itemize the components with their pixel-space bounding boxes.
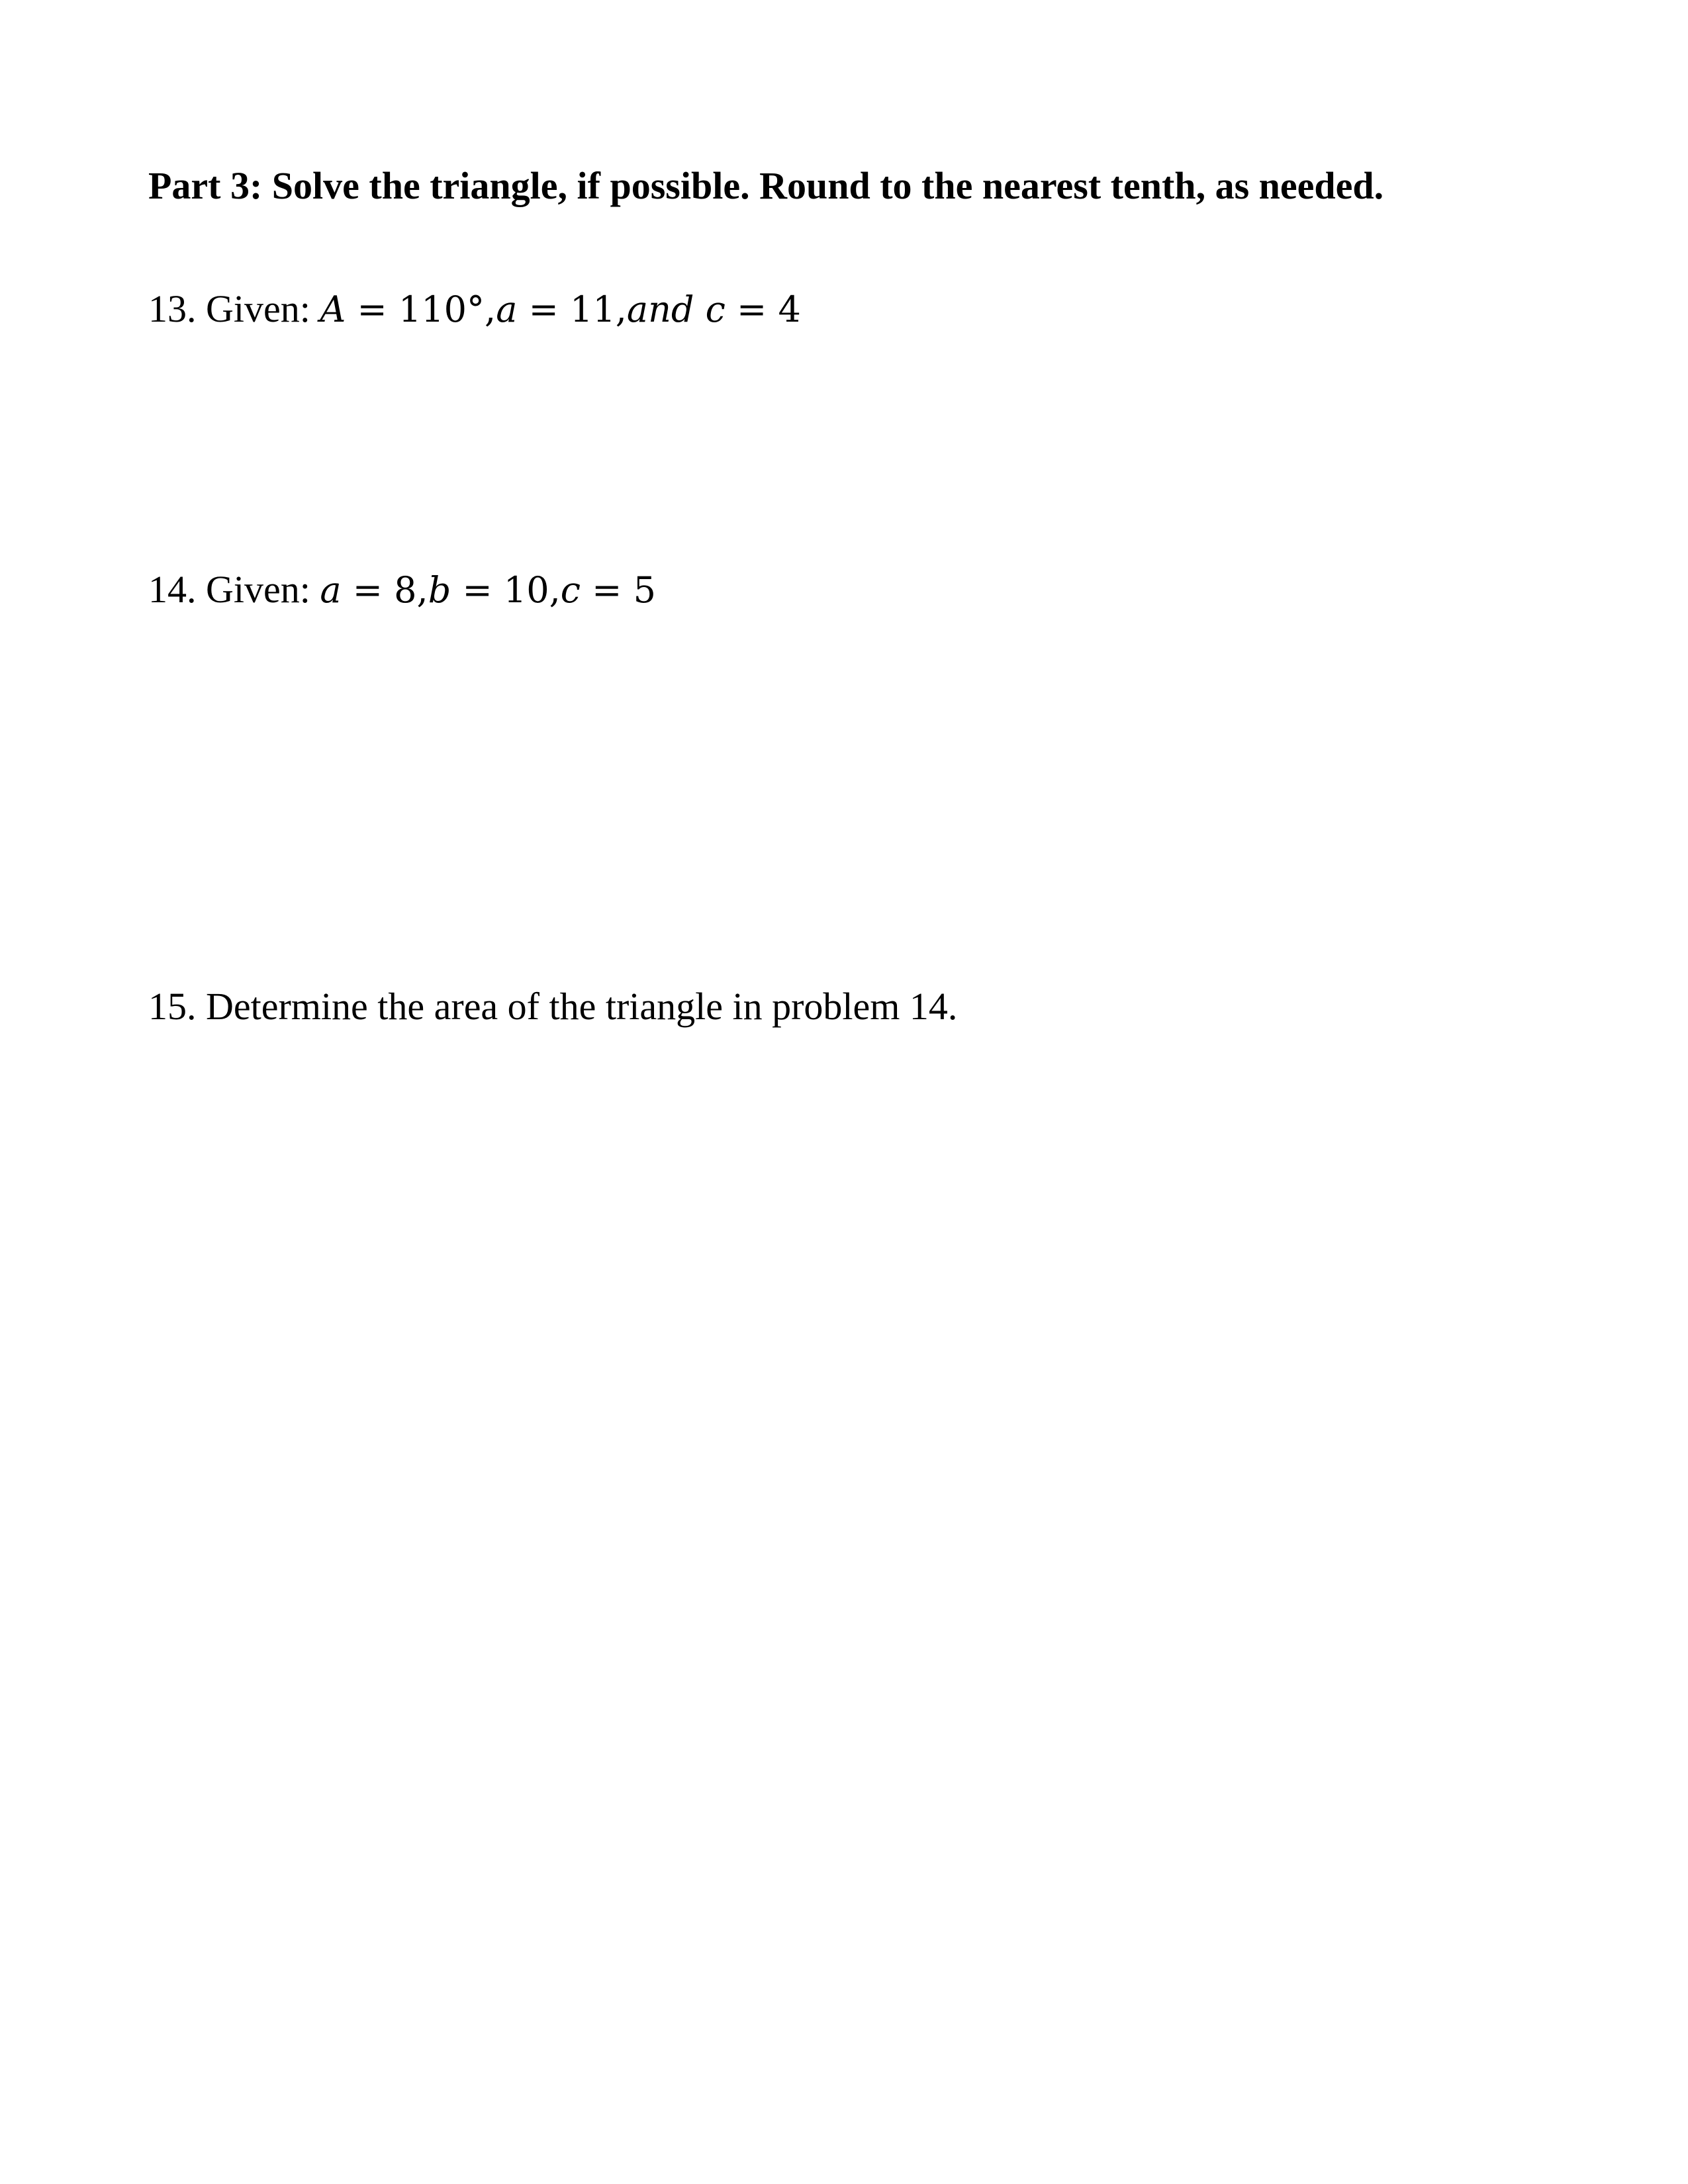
value: 11, xyxy=(569,289,627,330)
value: 10, xyxy=(503,569,561,611)
equals-sign: = xyxy=(352,569,383,611)
problem-13 xyxy=(148,287,801,330)
given-expression xyxy=(320,569,656,611)
variable: a xyxy=(496,289,518,330)
part-heading: Part 3: Solve the triangle, if possible. Round to the nearest tenth, as needed. xyxy=(148,164,1384,207)
value: 110°, xyxy=(398,289,496,330)
problem-number: 15. xyxy=(148,985,197,1028)
given-expression xyxy=(320,289,800,330)
conjunction: and xyxy=(626,289,694,330)
equals-sign: = xyxy=(737,289,767,330)
problem-14 xyxy=(148,570,656,609)
variable: c xyxy=(560,569,581,611)
variable: c xyxy=(705,289,726,330)
problem-text: Determine the area of the triangle in problem 14. xyxy=(206,985,958,1028)
equals-sign: = xyxy=(528,289,559,330)
value: 5 xyxy=(633,569,656,611)
variable: b xyxy=(428,569,451,611)
value: 8, xyxy=(394,569,428,611)
problem-15 xyxy=(148,987,957,1026)
equals-sign: = xyxy=(357,289,387,330)
problem-label: Given: xyxy=(206,287,310,330)
variable: A xyxy=(320,289,346,330)
equals-sign: = xyxy=(462,569,492,611)
value: 4 xyxy=(778,289,801,330)
equals-sign: = xyxy=(592,569,622,611)
problem-number: 14. xyxy=(148,568,197,611)
problem-number: 13. xyxy=(148,287,197,330)
problem-label: Given: xyxy=(206,568,310,611)
variable: a xyxy=(320,569,342,611)
